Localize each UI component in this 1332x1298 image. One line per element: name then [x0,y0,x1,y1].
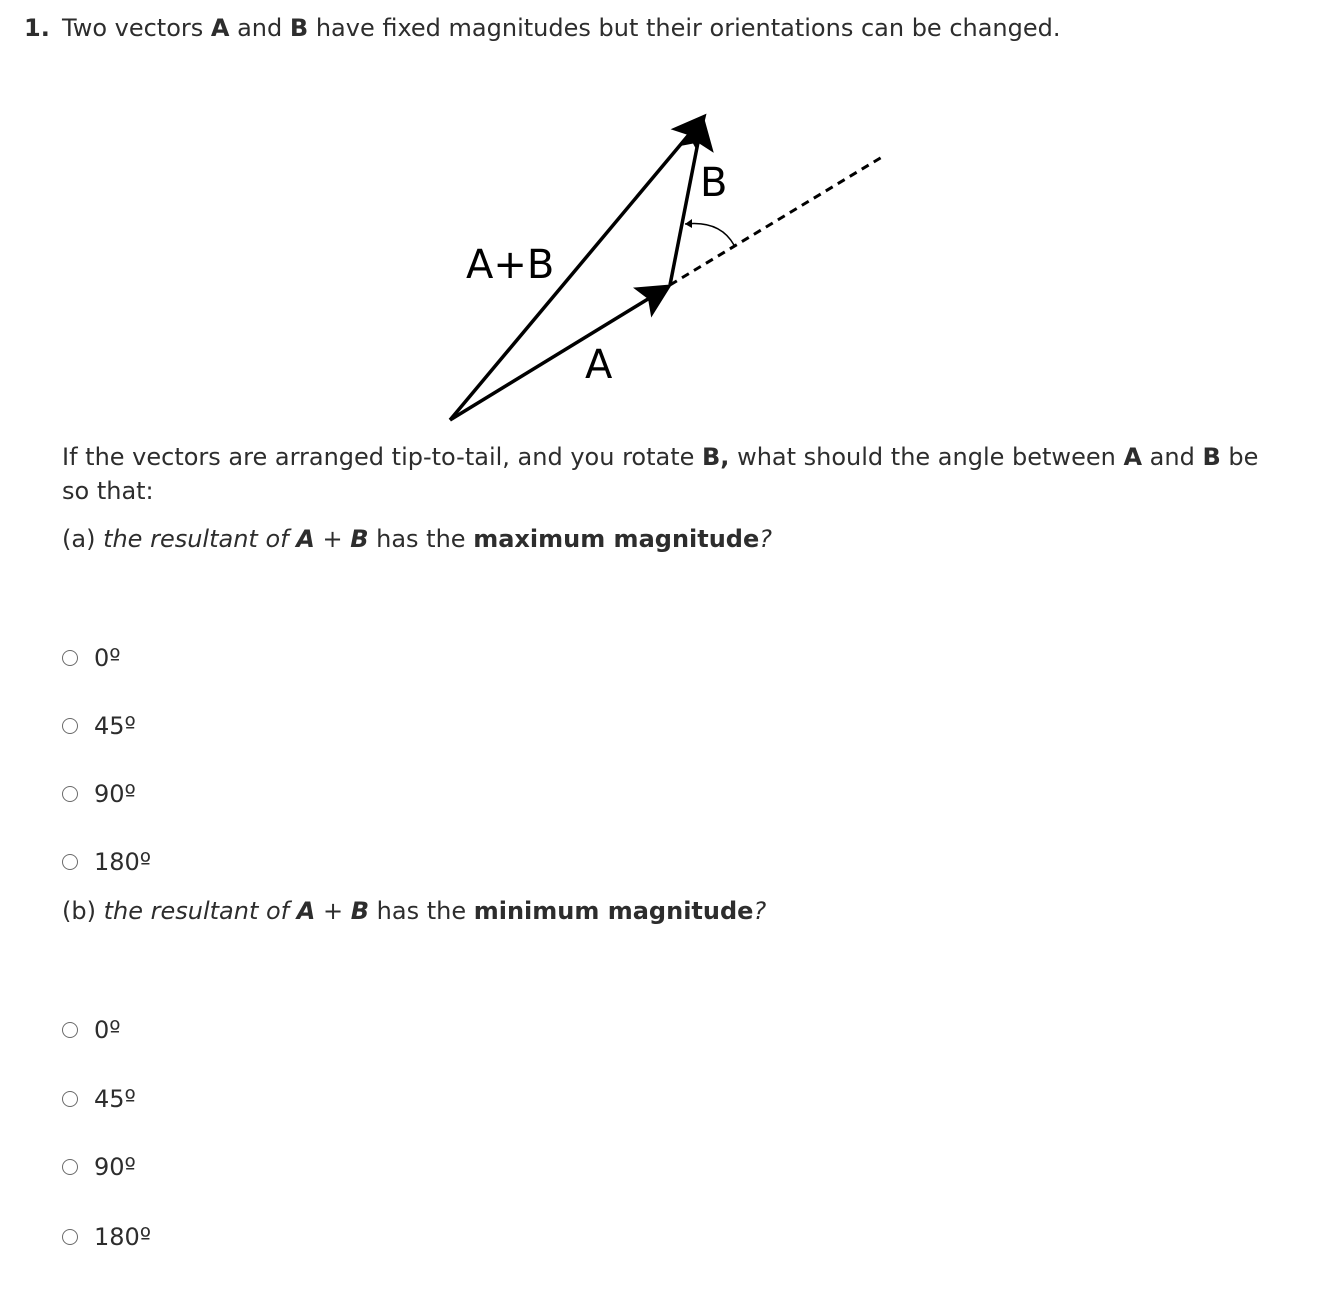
label-b: B [700,160,728,206]
vector-a-line [450,288,666,420]
part-b-option-180[interactable] [62,1222,151,1252]
option-label: 180º [94,848,152,876]
option-label: 180º [94,1223,152,1251]
question-prompt: If the vectors are arranged tip-to-tail, and you rotate B, what should the angle between A and B be so that: [62,443,1259,505]
question-title: Two vectors A and B have fixed magnitudes but their orientations can be changed. [62,14,1061,42]
vector-b-line [670,122,702,285]
part-b-option-90[interactable] [62,1152,136,1182]
option-label: 90º [94,780,136,808]
radio-button[interactable] [62,1159,78,1175]
part-b-option-0[interactable] [62,1015,121,1045]
label-a: A [585,342,613,388]
part-a-question: (a) the resultant of A + B has the maximum magnitude? [62,525,773,553]
radio-button[interactable] [62,1022,78,1038]
radio-button[interactable] [62,718,78,734]
angle-arc [685,223,734,245]
part-b-option-45[interactable] [62,1084,136,1114]
option-label: 45º [94,712,136,740]
part-a-option-45[interactable] [62,711,136,741]
angle-arc-arrow [685,219,692,228]
option-label: 0º [94,1016,121,1044]
part-a-option-90[interactable] [62,779,136,809]
radio-button[interactable] [62,786,78,802]
label-sum: A+B [466,242,555,288]
radio-button[interactable] [62,1091,78,1107]
part-b-question: (b) the resultant of A + B has the minimum magnitude? [62,897,767,925]
radio-button[interactable] [62,1229,78,1245]
option-label: 0º [94,644,121,672]
question-number: 1. [24,14,50,42]
option-label: 90º [94,1153,136,1181]
part-a-option-180[interactable] [62,847,151,877]
part-a-option-0[interactable] [62,643,121,673]
option-label: 45º [94,1085,136,1113]
radio-button[interactable] [62,854,78,870]
vector-diagram [430,100,910,440]
radio-button[interactable] [62,650,78,666]
